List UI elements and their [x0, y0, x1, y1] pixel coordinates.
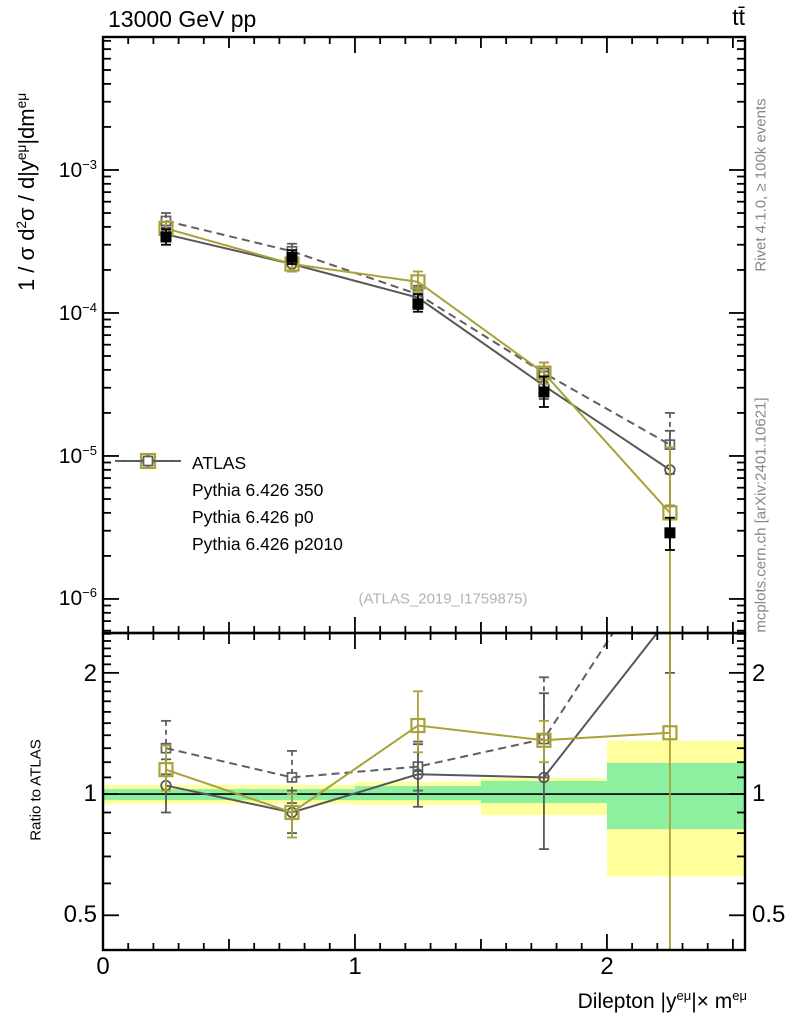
ratio-tick-left-05: 0.5 [63, 901, 97, 928]
ratio-y-axis-label: Ratio to ATLAS [27, 739, 45, 841]
ratio-tick-right-2: 2 [752, 660, 766, 687]
legend-label-pythia-350: Pythia 6.426 350 [192, 480, 324, 500]
legend-marker-pythia-p0 [113, 507, 183, 529]
legend-label-pythia-p0: Pythia 6.426 p0 [192, 507, 314, 527]
ratio-tick-right-1: 1 [752, 780, 766, 807]
main-y-tick-1e-6: $10^{-6}$ [58, 585, 97, 610]
x-tick-0: 0 [96, 953, 110, 980]
ratio-tick-right-05: 0.5 [752, 901, 786, 928]
legend [113, 450, 343, 558]
main-y-axis-label: 1 / σ $d^2\sigma / d|y^{e\mu}|dm^{e\mu}$ [13, 92, 40, 292]
main-y-tick-1e-3: $10^{-3}$ [58, 157, 97, 182]
ratio-uncertainty-bands [103, 741, 745, 877]
x-tick-1: 1 [348, 953, 362, 980]
main-y-tick-1e-5: $10^{-5}$ [58, 442, 97, 468]
x-tick-2: 2 [600, 953, 614, 980]
legend-item-pythia-p2010 [113, 531, 343, 558]
ratio-tick-left-2: 2 [83, 660, 97, 687]
ratio-tick-left-1: 1 [83, 780, 97, 807]
legend-item-pythia-p0 [113, 504, 343, 531]
legend-item-pythia-350 [113, 477, 343, 504]
legend-label-atlas: ATLAS [192, 453, 247, 473]
mcplots-reference-text: mcplots.cern.ch [arXiv:2401.10621] [752, 397, 770, 633]
legend-marker-pythia-p2010 [113, 534, 183, 556]
main-y-tick-1e-4: $10^{-4}$ [58, 300, 97, 325]
process-label: tt̄ [732, 4, 745, 30]
legend-marker-pythia-350 [113, 480, 183, 502]
beam-energy-title: 13000 GeV pp [108, 6, 257, 32]
legend-label-pythia-p2010: Pythia 6.426 p2010 [192, 534, 343, 554]
rivet-version-text: Rivet 4.1.0, ≥ 100k events [752, 98, 770, 272]
analysis-watermark: (ATLAS_2019_I1759875) [358, 590, 528, 608]
x-axis-label: Dilepton $|y^{e\mu}|\times m^{e\mu}$ [577, 988, 747, 1013]
